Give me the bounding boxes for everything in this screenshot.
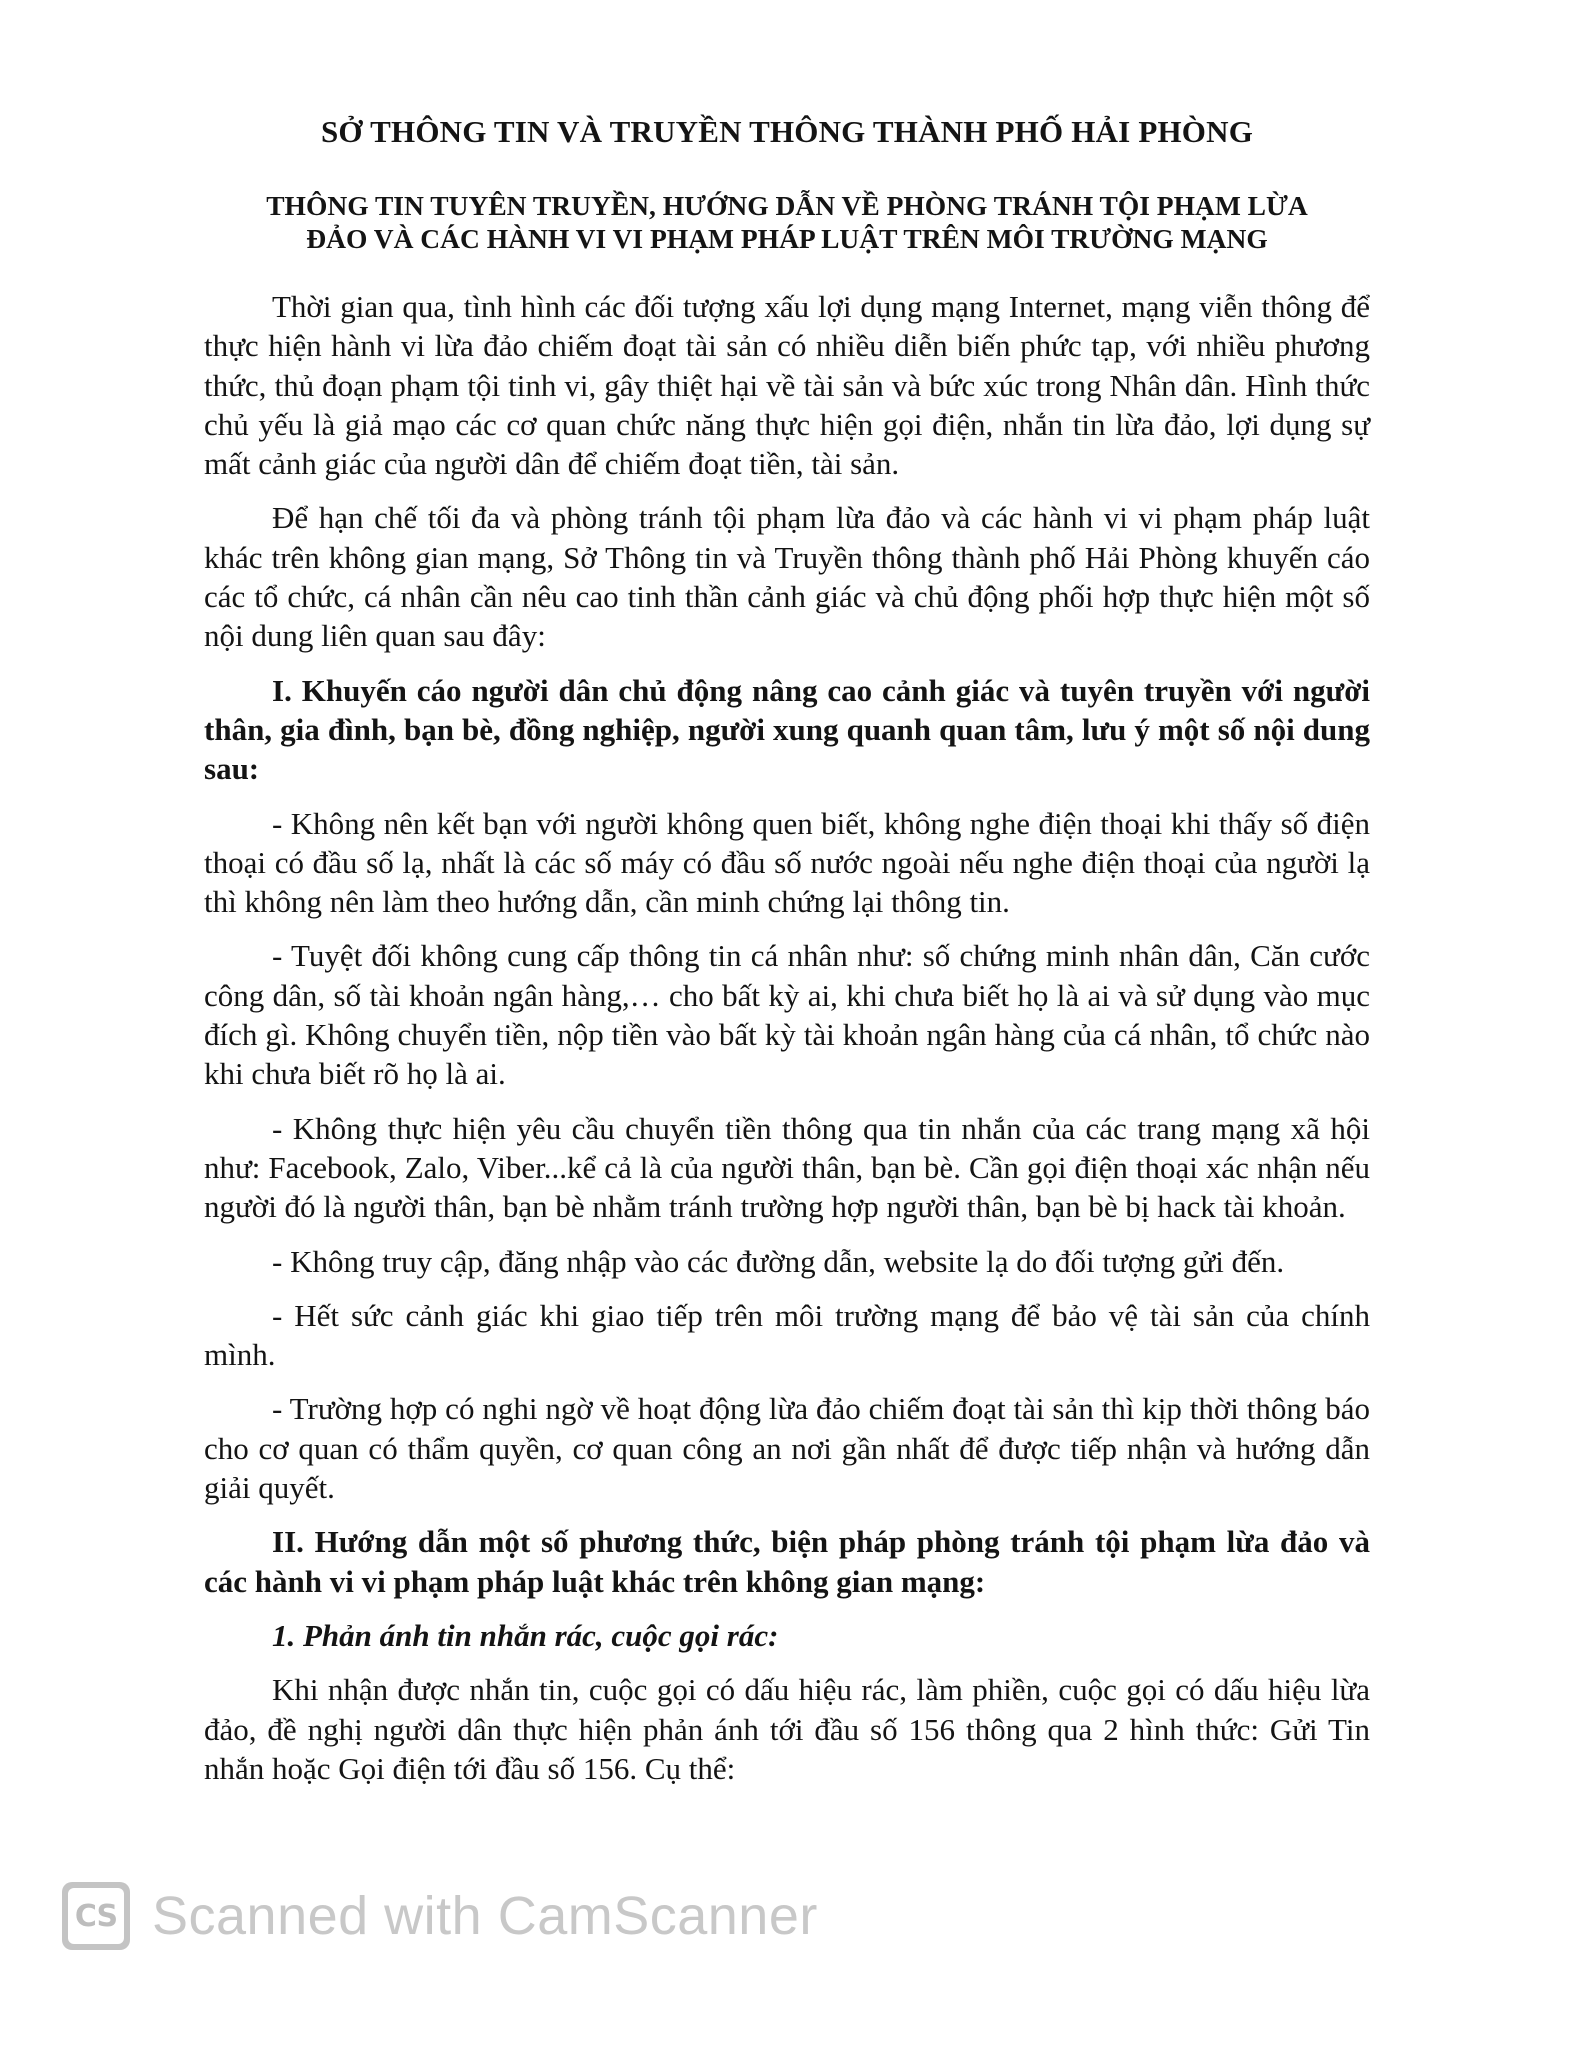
section-2-paragraph: Khi nhận được nhắn tin, cuộc gọi có dấu hiệu rác, làm phiền, cuộc gọi có dấu hiệu lừa đảo, đề nghị người dân thực hiện phản ánh tới đầu số 156 thông qua 2 hình thức: Gửi Tin nhắn hoặc Gọi điện tới đầu số 156. Cụ thể: xyxy=(204,1672,1370,1786)
document-page xyxy=(204,112,1370,1788)
camscanner-logo-icon xyxy=(62,1882,130,1950)
document-title-line-1: THÔNG TIN TUYÊN TRUYỀN, HƯỚNG DẪN VỀ PHÒNG TRÁNH TỘI PHẠM LỪA xyxy=(266,190,1308,221)
organization-title: SỞ THÔNG TIN VÀ TRUYỀN THÔNG THÀNH PHỐ HẢI PHÒNG xyxy=(320,114,1254,149)
watermark-text: Scanned with CamScanner xyxy=(152,1886,818,1946)
section-1-item: - Không truy cập, đăng nhập vào các đường dẫn, website lạ do đối tượng gửi đến. xyxy=(272,1243,1285,1279)
camscanner-watermark xyxy=(62,1881,818,1951)
section-1-item: - Trường hợp có nghi ngờ về hoạt động lừa đảo chiếm đoạt tài sản thì kịp thời thông báo cho cơ quan có thẩm quyền, cơ quan công an nơi gần nhất để được tiếp nhận và hướng dẫn giải quyết. xyxy=(204,1391,1370,1506)
section-1-heading: I. Khuyến cáo người dân chủ động nâng cao cảnh giác và tuyên truyền với người thân, gia đình, bạn bè, đồng nghiệp, người xung quanh quan tâm, lưu ý một số nội dung sau: xyxy=(204,672,1370,787)
section-1-item: - Hết sức cảnh giác khi giao tiếp trên môi trường mạng để bảo vệ tài sản của chính mình. xyxy=(204,1297,1370,1373)
section-2-heading: II. Hướng dẫn một số phương thức, biện pháp phòng tránh tội phạm lừa đảo và các hành vi vi phạm pháp luật khác trên không gian mạng: xyxy=(204,1524,1370,1599)
section-1-item: - Không thực hiện yêu cầu chuyển tiền thông qua tin nhắn của các trang mạng xã hội như: Facebook, Zalo, Viber...kể cả là của người thân, bạn bè. Cần gọi điện thoại xác nhận nếu người đó là người thân, bạn bè nhằm tránh trường hợp người thân, bạn bè bị hack tài khoản. xyxy=(204,1110,1370,1225)
intro-paragraph-2: Để hạn chế tối đa và phòng tránh tội phạm lừa đảo và các hành vi vi phạm pháp luật khác trên không gian mạng, Sở Thông tin và Truyền thông thành phố Hải Phòng khuyến cáo các tổ chức, cá nhân cần nêu cao tinh thần cảnh giác và chủ động phối hợp thực hiện một số nội dung liên quan sau đây: xyxy=(204,500,1370,654)
section-1-item: - Tuyệt đối không cung cấp thông tin cá nhân như: số chứng minh nhân dân, Căn cước công dân, số tài khoản ngân hàng,… cho bất kỳ ai, khi chưa biết họ là ai và sử dụng vào mục đích gì. Không chuyển tiền, nộp tiền vào bất kỳ tài khoản ngân hàng của cá nhân, tổ chức nào khi chưa biết rõ họ là ai. xyxy=(204,938,1370,1092)
section-1-item: - Không nên kết bạn với người không quen biết, không nghe điện thoại khi thấy số điện thoại có đầu số lạ, nhất là các số máy có đầu số nước ngoài nếu nghe điện thoại của người lạ thì không nên làm theo hướng dẫn, cần minh chứng lại thông tin. xyxy=(204,805,1370,920)
document-title-line-2: ĐẢO VÀ CÁC HÀNH VI VI PHẠM PHÁP LUẬT TRÊN MÔI TRƯỜNG MẠNG xyxy=(306,223,1268,254)
document-title xyxy=(204,189,1370,255)
intro-paragraph-1: Thời gian qua, tình hình các đối tượng xấu lợi dụng mạng Internet, mạng viễn thông để thực hiện hành vi lừa đảo chiếm đoạt tài sản có nhiều diễn biến phức tạp, với nhiều phương thức, thủ đoạn phạm tội tinh vi, gây thiệt hại về tài sản và bức xúc trong Nhân dân. Hình thức chủ yếu là giả mạo các cơ quan chức năng thực hiện gọi điện, nhắn tin lừa đảo, lợi dụng sự mất cảnh giác của người dân để chiếm đoạt tiền, tài sản. xyxy=(204,289,1370,482)
camscanner-logo-text: CS xyxy=(68,1888,124,1944)
section-2-subheading: 1. Phản ánh tin nhắn rác, cuộc gọi rác: xyxy=(272,1617,779,1653)
